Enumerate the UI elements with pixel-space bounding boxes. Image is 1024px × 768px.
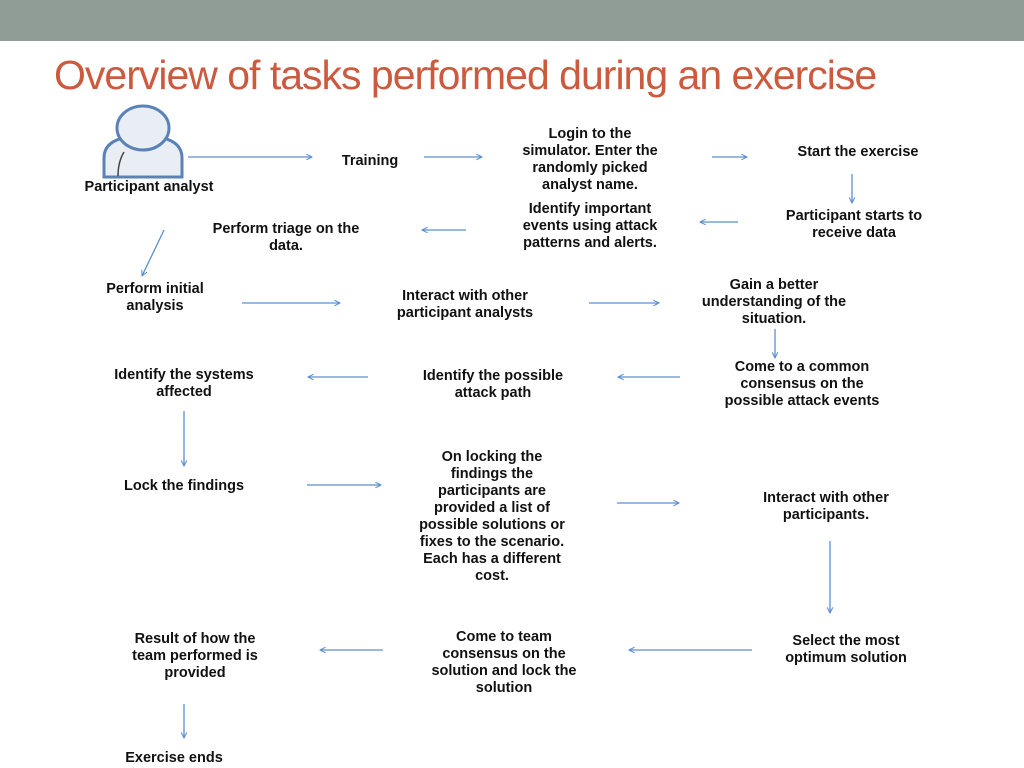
- step-lock-findings: Lock the findings: [123, 478, 245, 494]
- step-interact-analysts: Interact with other participant analysts: [396, 288, 534, 321]
- step-participant-analyst: Participant analyst: [84, 179, 214, 195]
- step-team-consensus: Come to team consensus on the solution and lock the solution: [431, 629, 577, 696]
- step-receive-data: Participant starts to receive data: [785, 208, 923, 241]
- step-login: Login to the simulator. Enter the randomly picked analyst name.: [522, 126, 658, 193]
- step-perform-triage: Perform triage on the data.: [212, 221, 360, 254]
- step-result: Result of how the team performed is provided: [132, 631, 258, 681]
- step-identify-events: Identify important events using attack patterns and alerts.: [522, 201, 658, 251]
- step-better-understanding: Gain a better understanding of the situation.: [701, 277, 847, 327]
- person-icon: [104, 106, 182, 177]
- step-possible-attack-path: Identify the possible attack path: [422, 368, 564, 401]
- arrow-triage-to-initial-analysis: [142, 230, 164, 276]
- step-interact-participants: Interact with other participants.: [763, 490, 889, 523]
- step-initial-analysis: Perform initial analysis: [106, 281, 204, 314]
- step-select-solution: Select the most optimum solution: [785, 633, 907, 666]
- step-exercise-ends: Exercise ends: [125, 750, 223, 766]
- step-systems-affected: Identify the systems affected: [114, 367, 254, 400]
- step-common-consensus: Come to a common consensus on the possible attack events: [724, 359, 880, 409]
- step-training: Training: [341, 153, 399, 169]
- step-solutions-list: On locking the findings the participants are provided a list of possible solutions or fixes to the scenario. Each has a different cost.: [419, 449, 565, 584]
- slide-title: Overview of tasks performed during an exercise: [54, 52, 877, 98]
- step-start-exercise: Start the exercise: [797, 144, 919, 160]
